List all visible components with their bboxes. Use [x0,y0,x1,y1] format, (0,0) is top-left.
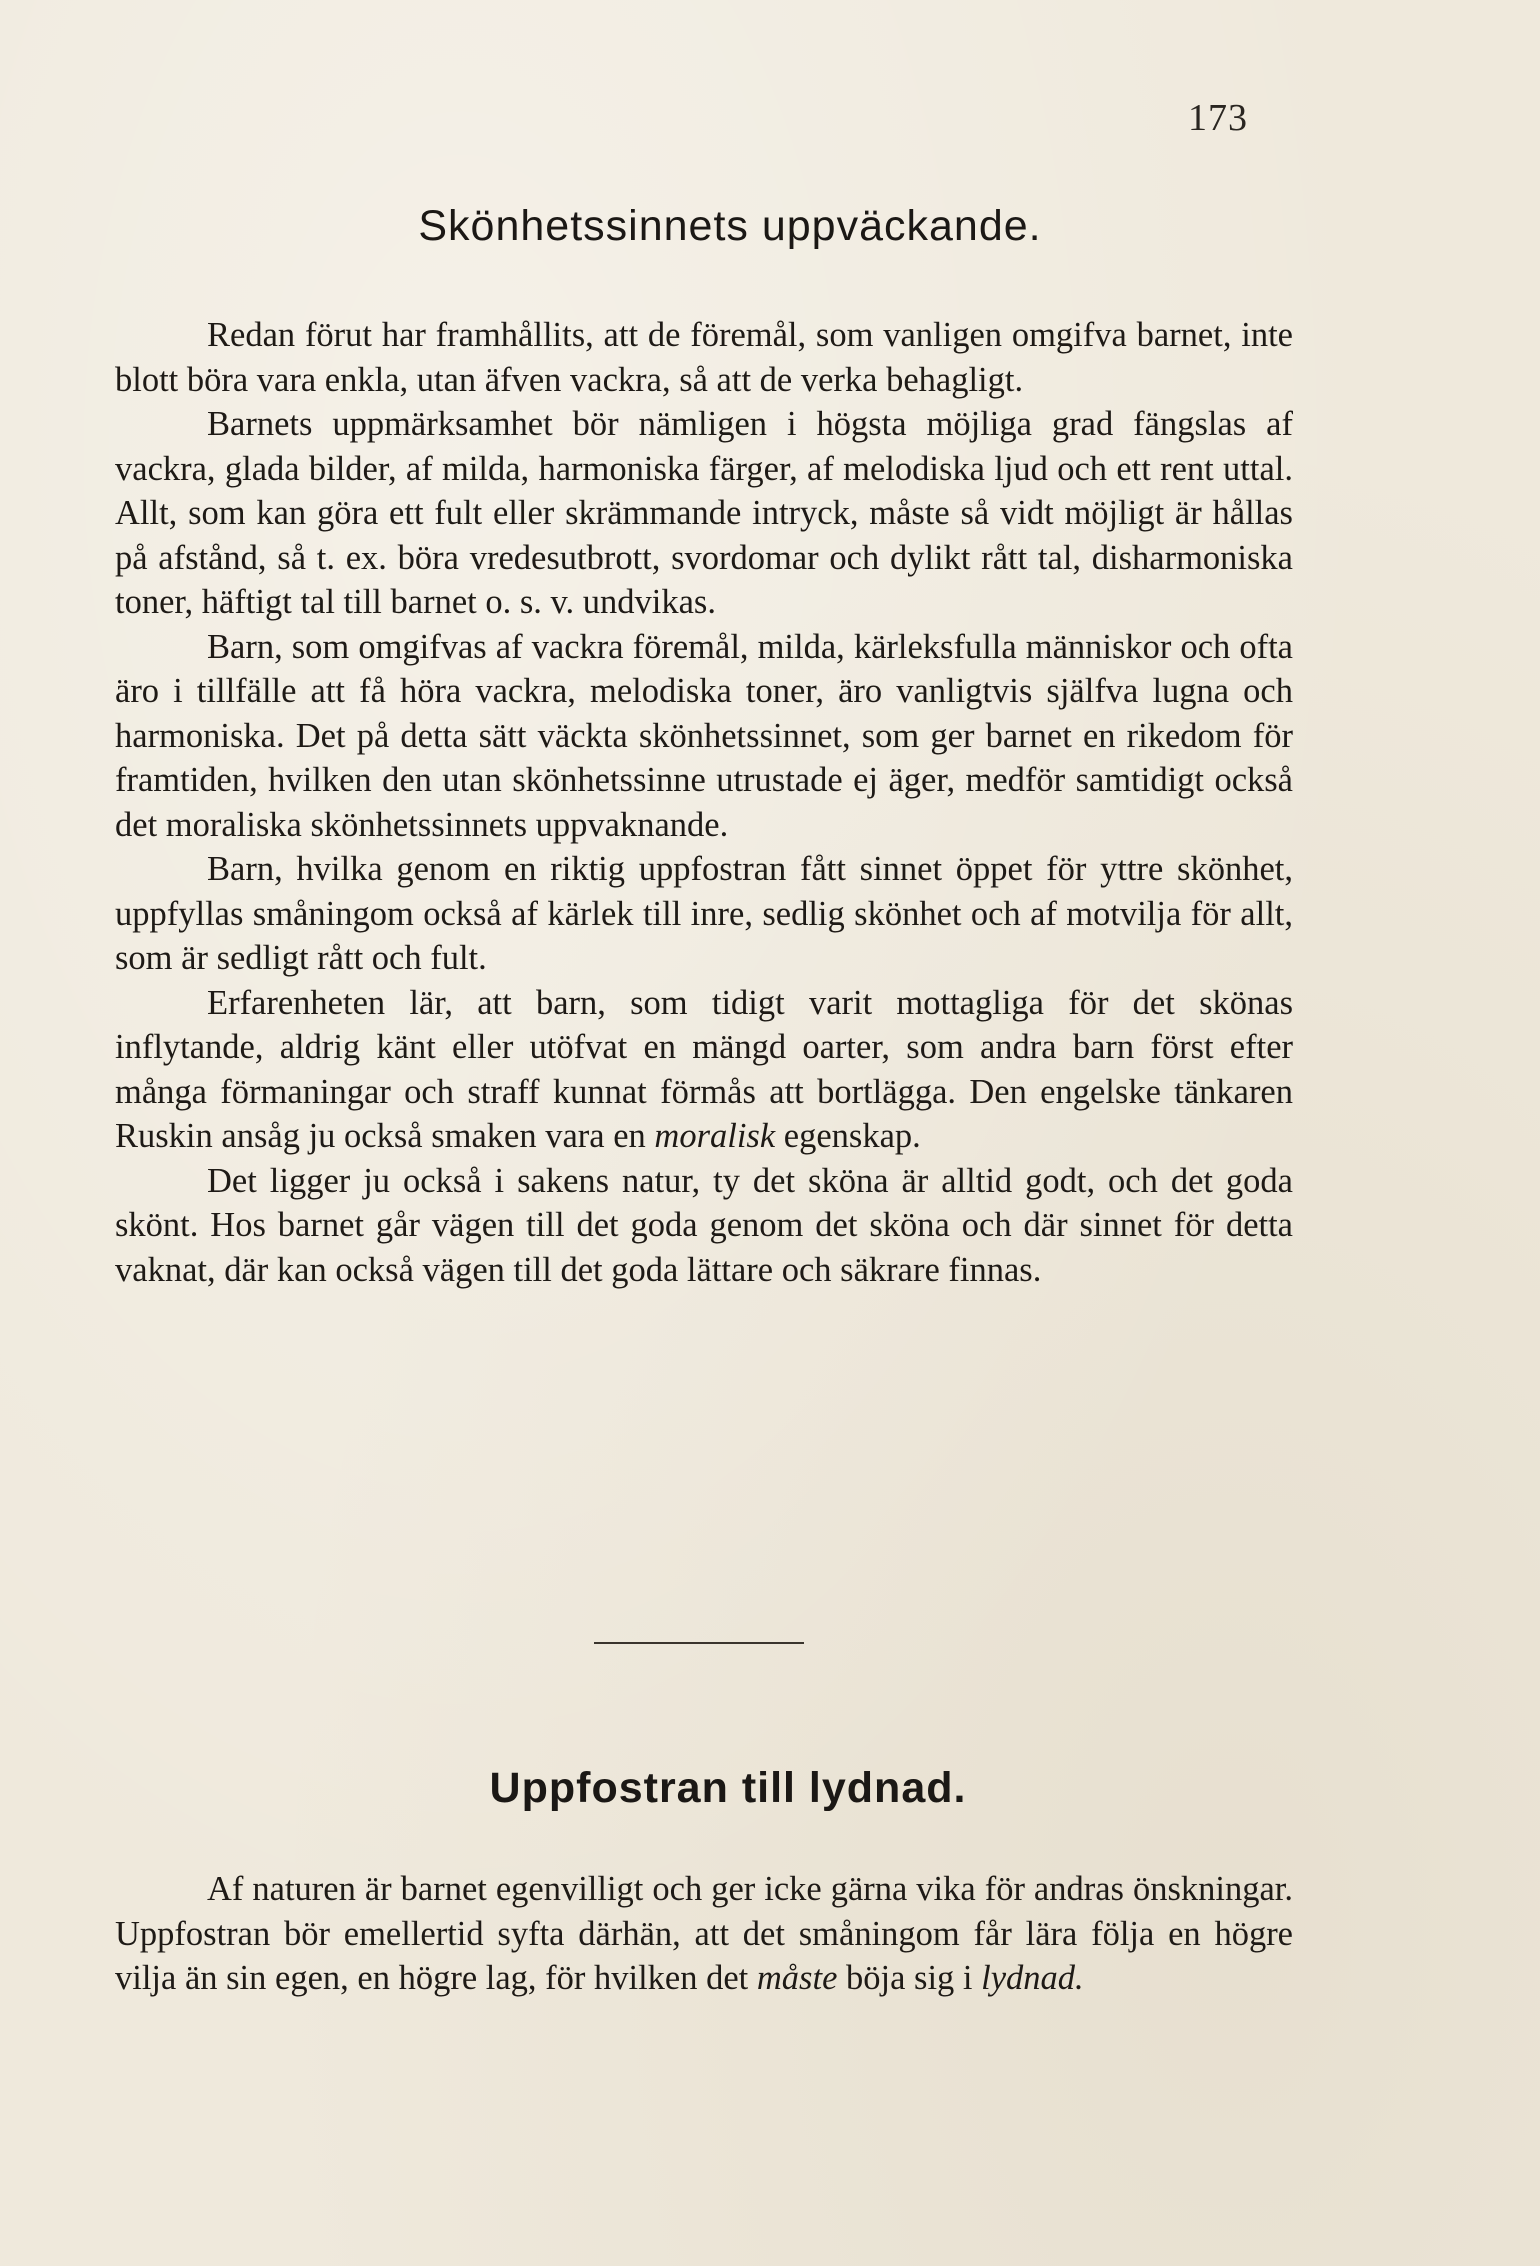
paragraph-4: Barn, hvilka genom en riktig uppfostran fått sinnet öppet för yttre skönhet, uppfyllas småningom också af kärlek till inre, sedlig skönhet och af motvilja för allt, som är sedligt rått och fult. [115,850,1293,977]
paragraph-5-text-a: Erfarenheten lär, att barn, som tidigt varit mottagliga för det skönas inflytande, aldrig känt eller utöfvat en mängd oarter, som andra barn först efter många förmaningar och straff kunnat förmås att bortlägga. Den engelske tänkaren Ruskin ansåg ju också smaken vara en [115,983,1293,1155]
emphasis-lydnad: lydnad. [981,1959,1084,1997]
paragraph-2: Barnets uppmärksamhet bör nämligen i högsta möjliga grad fängslas af vackra, glada bilder, af milda, harmoniska färger, af melodiska ljud och ett rent uttal. Allt, som kan göra ett fult eller skrämmande intryck, måste så vidt möjligt är hållas på afstånd, så t. ex. böra vredesutbrott, svordomar och dylikt rått tal, disharmoniska toner, häftigt tal till barnet o. s. v. undvikas. [115,405,1293,621]
paragraph-3: Barn, som omgifvas af vackra föremål, milda, kärleksfulla människor och ofta äro i tillfälle att få höra vackra, melodiska toner, äro vanligtvis själfva lugna och harmoniska. Det på detta sätt väckta skönhetssinnet, som ger barnet en rikedom för framtiden, hvilken den utan skönhetssinne utrustade ej äger, medför samtidigt också det moraliska skönhetssinnets uppvaknande. [115,627,1293,844]
section-body-beauty [115,313,1293,1292]
emphasis-maste: måste [756,1959,838,1997]
paragraph-5-text-b: egenskap. [775,1117,921,1155]
paragraph-7-text-a: Af naturen är barnet egenvilligt och ger icke gärna vika för andras önskningar. Uppfostran bör emellertid syfta därhän, att det småningom får lära följa en högre vilja än sin egen, en högre lag, för hvilken det [115,1870,1293,1997]
paragraph-6: Det ligger ju också i sakens natur, ty det sköna är alltid godt, och det goda skönt. Hos barnet går vägen till det goda genom det sköna och där sinnet för detta vaknat, där kan också vägen till det goda lättare och säkrare finnas. [115,1161,1293,1289]
section-title-obedience: Uppfostran till lydnad. [489,1764,967,1812]
section-divider [594,1642,804,1644]
emphasis-moralisk: moralisk [654,1117,776,1155]
section-title-beauty: Skönhetssinnets uppväckande. [418,202,1042,250]
paragraph-1: Redan förut har framhållits, att de föremål, som vanligen omgifva barnet, inte blott böra vara enkla, utan äfven vackra, så att de verka behagligt. [115,316,1293,399]
page-number: 173 [1188,97,1248,139]
paragraph-7-text-b: böja sig i [837,1959,982,1997]
section-body-obedience [115,1867,1293,2001]
paragraph-5 [115,981,1293,1159]
paragraph-7 [115,1867,1293,2001]
